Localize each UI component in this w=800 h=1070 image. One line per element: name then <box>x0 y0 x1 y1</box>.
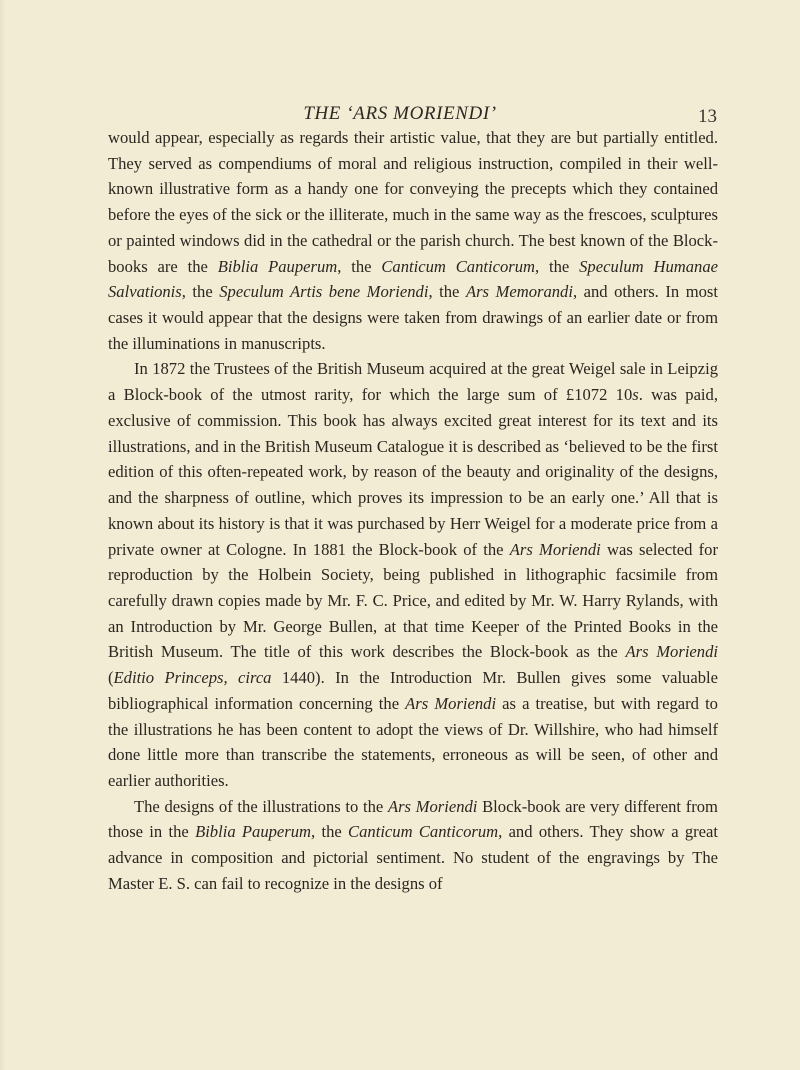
text-run: 1440). In the Introduction Mr. Bullen gives some valuable bibliographical information concerning the <box>108 668 718 713</box>
text-run: . was paid, exclusive of commission. This book has always excited great interest for its text and its illustrations, and in the British Museum Catalogue it is described as ‘believed to be the first edition of this often-repeated work, by reason of the beauty and originality of the designs, and the sharpness of outline, which proves its impression to be an early one.’ All that is known about its history is that it was purchased by Herr Weigel for a moderate price from a private owner at Cologne. In 1881 the Block-book of the <box>108 385 718 559</box>
italic-text-run: Editio Princeps, circa <box>113 668 272 688</box>
italic-text-run: Biblia Pauperum <box>195 822 312 842</box>
italic-text-run: Ars Moriendi <box>509 539 601 559</box>
italic-text-run: Speculum Artis bene Moriendi <box>219 282 429 302</box>
italic-text-run: Ars Moriendi <box>387 796 478 816</box>
text-run: ( <box>108 668 114 688</box>
text-run: , the <box>181 282 220 302</box>
paragraph-2 <box>108 356 718 793</box>
page-number: 13 <box>698 106 717 127</box>
text-run: In 1872 the Trustees of the British Museum acquired at the great Weigel sale in Leipzig a Block-book of the utmost rarity, for which the large sum of £1072 10 <box>108 359 718 405</box>
italic-text-run: Ars Moriendi <box>405 693 497 713</box>
text-run: would appear, especially as regards their artistic value, that they are but partially entitled. They served as compendiums of moral and religious instruction, compiled in their well-known illustrative form as a handy one for conveying the precepts which they contained before the eyes of the sick or the illiterate, much in the same way as the frescoes, sculptures or painted windows did in the cathedral or the parish church. The best known of the Block-books are the <box>108 128 718 276</box>
text-run: was selected for reproduction by the Holbein Society, being published in lithographic facsimile from carefully drawn copies made by Mr. F. C. Price, and edited by Mr. W. Harry Rylands, with an Introduction by Mr. George Bullen, at that time Keeper of the Printed Books in the British Museum. The title of this work describes the Block-book as the <box>108 539 718 662</box>
italic-text-run: s <box>632 385 639 405</box>
text-run: The designs of the illustrations to the <box>134 796 388 816</box>
text-run: , the <box>428 282 466 302</box>
paragraph-1 <box>108 125 718 356</box>
text-run: as a treatise, but with regard to the illustrations he has been content to adopt the views of Dr. Willshire, who had himself done little more than transcribe the statements, erroneous as will be seen, of other and earlier authorities. <box>108 693 718 790</box>
italic-text-run: Ars Memorandi <box>465 282 573 302</box>
running-title: THE ‘ARS MORIENDI’ <box>303 103 497 124</box>
text-run: , the <box>337 256 382 276</box>
body-text <box>108 125 718 897</box>
text-run: , the <box>535 256 580 276</box>
italic-text-run: Canticum Canticorum <box>381 256 536 276</box>
text-run: , and others. They show a great advance in composition and pictorial sentiment. No student of the engravings by The Master E. S. can fail to recognize in the designs of <box>108 822 719 893</box>
page-edge-shadow <box>0 0 6 1070</box>
italic-text-run: Biblia Pauperum <box>217 256 338 276</box>
italic-text-run: Canticum Canticorum <box>348 822 499 842</box>
paragraph-3 <box>108 794 718 897</box>
text-run: Block-book are very different from those in the <box>108 796 718 842</box>
text-run: , and others. In most cases it would appear that the designs were taken from drawings of an earlier date or from the illuminations in manuscripts. <box>108 282 719 353</box>
italic-text-run: Speculum Humanae Salvationis <box>108 256 718 302</box>
italic-text-run: Ars Moriendi <box>625 642 718 662</box>
text-run: , the <box>311 822 349 842</box>
